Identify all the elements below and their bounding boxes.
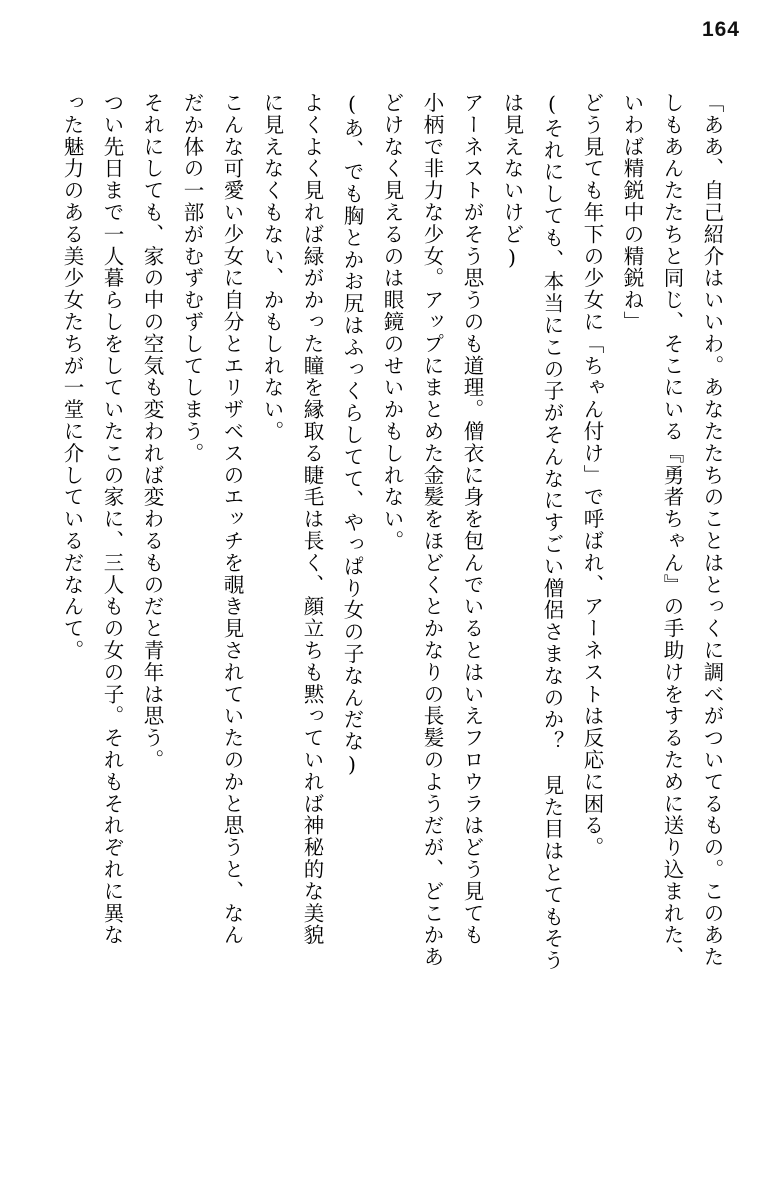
text-line: どけなく見えるのは眼鏡のせいかもしれない。 [380,92,404,552]
text-line: だか体の一部がむずむずしてしまう。 [180,92,204,465]
text-line: (それにしても、本当にこの子がそんなにすごい僧侶さまなのか？ 見た目はとてもそう [540,92,564,972]
text-line: つい先日まで一人暮らしをしていたこの家に、三人もの女の子。それもそれぞれに異な [100,92,124,947]
text-line: 「ああ、自己紹介はいいわ。あなたたちのことはとっくに調べがついてるもの。このあた [700,92,724,968]
text-line: よくよく見れば緑がかった瞳を縁取る睫毛は長く、顔立ちも黙っていれば神秘的な美貌 [300,92,324,947]
text-line: しもあんたたちと同じ、そこにいる『勇者ちゃん』の手助けをするために送り込まれた、 [660,92,684,968]
text-line: (あ、でも胸とかお尻はふっくらしてて、やっぱり女の子なんだな) [340,92,364,778]
vertical-text-block [48,92,732,1162]
text-line: いわば精鋭中の精鋭ね」 [620,92,644,333]
page-number: 164 [701,18,740,41]
text-line: それにしても、家の中の空気も変われば変わるものだと青年は思う。 [140,92,164,771]
text-line: 小柄で非力な少女。アップにまとめた金髪をほどくとかなりの長髪のようだが、どこかあ [420,92,444,968]
text-line: アーネストがそう思うのも道理。僧衣に身を包んでいるとはいえフロウラはどう見ても [460,92,484,947]
text-line: った魅力のある美少女たちが一堂に介しているだなんて。 [60,92,84,662]
text-line: こんな可愛い少女に自分とエリザベスのエッチを覗き見されていたのかと思うと、なん [220,92,244,947]
text-line: に見えなくもない、かもしれない。 [260,92,284,443]
text-line: どう見ても年下の少女に「ちゃん付け」で呼ばれ、アーネストは反応に困る。 [580,92,604,859]
text-line: は見えないけど) [500,92,524,271]
